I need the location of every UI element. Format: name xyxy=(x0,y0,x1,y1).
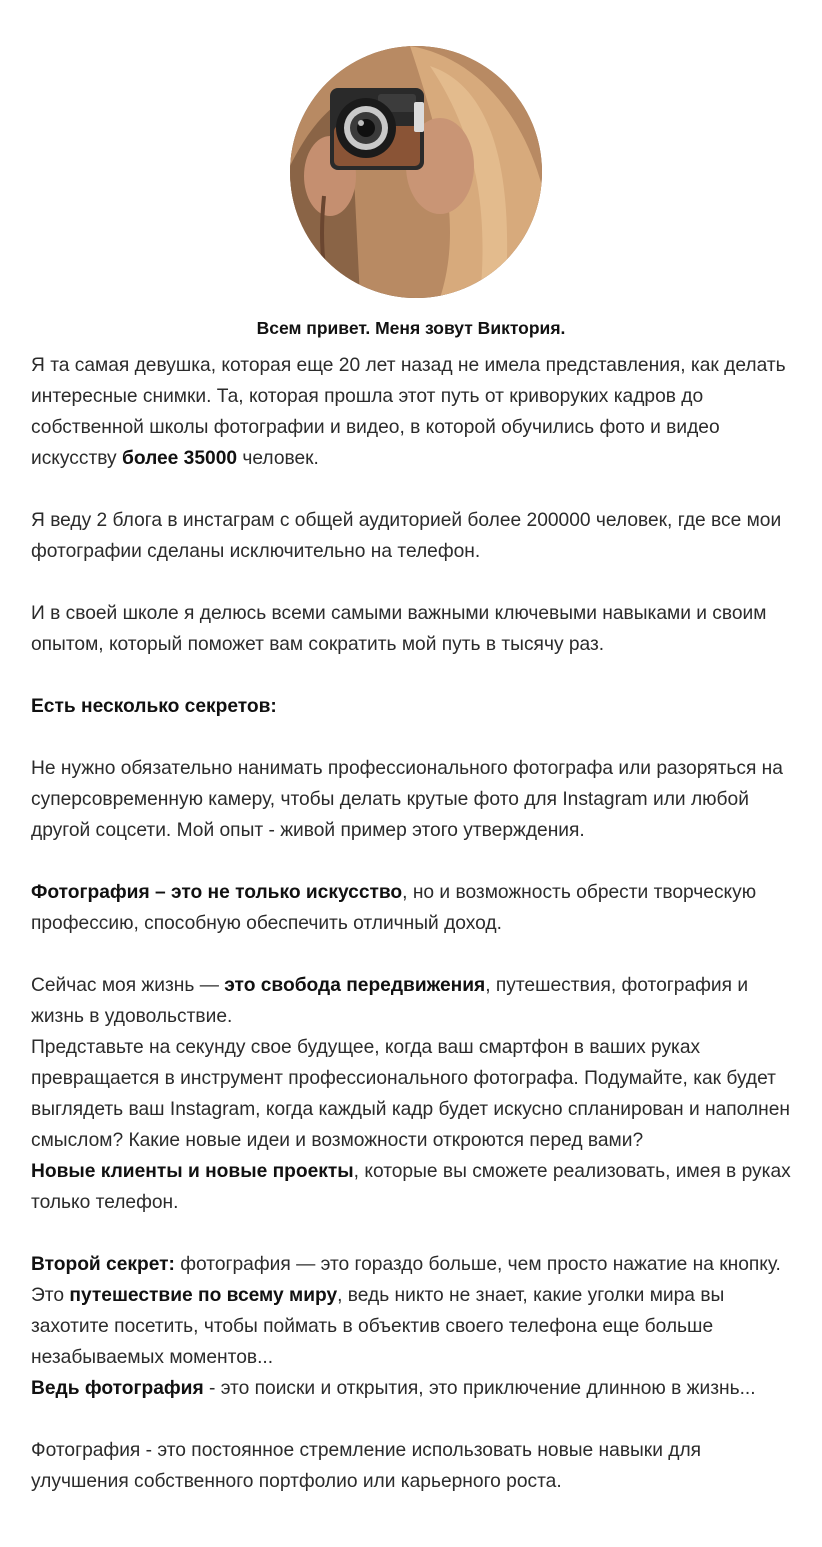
school-paragraph: И в своей школе я делюсь всеми самыми важными ключевыми навыками и своим опытом, который поможет вам сократить мой путь в тысячу раз. xyxy=(31,603,767,655)
greeting-heading: Всем привет. Меня зовут Виктория. xyxy=(256,318,566,338)
profile-photo xyxy=(290,46,542,298)
about-text xyxy=(31,350,801,1497)
profession-paragraph: Фотография – это не только искусство, но и возможность обрести творческую профессию, способную обеспечить отличный доход. xyxy=(31,882,757,934)
intro-paragraph: Я та самая девушка, которая еще 20 лет назад не имела представления, как делать интересные снимки. Та, которая прошла этот путь от криворуких кадров до собственной школы фотографии и видео, в которой обучились фото и видео искусству более 35000 человек. xyxy=(31,355,786,469)
secrets-heading: Есть несколько секретов: xyxy=(31,696,277,717)
camera-selfie-illustration xyxy=(290,46,542,298)
imagine-paragraph: Представьте на секунду свое будущее, когда ваш смартфон в ваших руках превращается в инструмент профессионального фотографа. Подумайте, как будет выглядеть ваш Instagram, когда каждый кадр будет искусно спланирован и наполнен смыслом? Какие новые идеи и возможности откроются перед вами? xyxy=(31,1037,790,1151)
clients-paragraph: Новые клиенты и новые проекты, которые вы сможете реализовать, имея в руках только телефон. xyxy=(31,1161,791,1213)
freedom-paragraph: Сейчас моя жизнь — это свобода передвижения, путешествия, фотография и жизнь в удовольствие. xyxy=(31,975,749,1027)
portfolio-paragraph: Фотография - это постоянное стремление использовать новые навыки для улучшения собственного портфолио или карьерного роста. xyxy=(31,1440,702,1492)
secret-one-paragraph: Не нужно обязательно нанимать профессионального фотографа или разоряться на суперсовременную камеру, чтобы делать крутые фото для Instagram или любой другой соцсети. Мой опыт - живой пример этого утверждения. xyxy=(31,758,783,841)
discovery-paragraph: Ведь фотография - это поиски и открытия, это приключение длинною в жизнь... xyxy=(31,1378,756,1399)
blogs-paragraph: Я веду 2 блога в инстаграм с общей аудиторией более 200000 человек, где все мои фотографии сделаны исключительно на телефон. xyxy=(31,510,782,562)
second-secret-paragraph: Второй секрет: фотография — это гораздо больше, чем просто нажатие на кнопку. Это путешествие по всему миру, ведь никто не знает, какие уголки мира вы захотите посетить, чтобы поймать в объектив своего телефона еще больше незабываемых моментов... xyxy=(31,1254,781,1368)
